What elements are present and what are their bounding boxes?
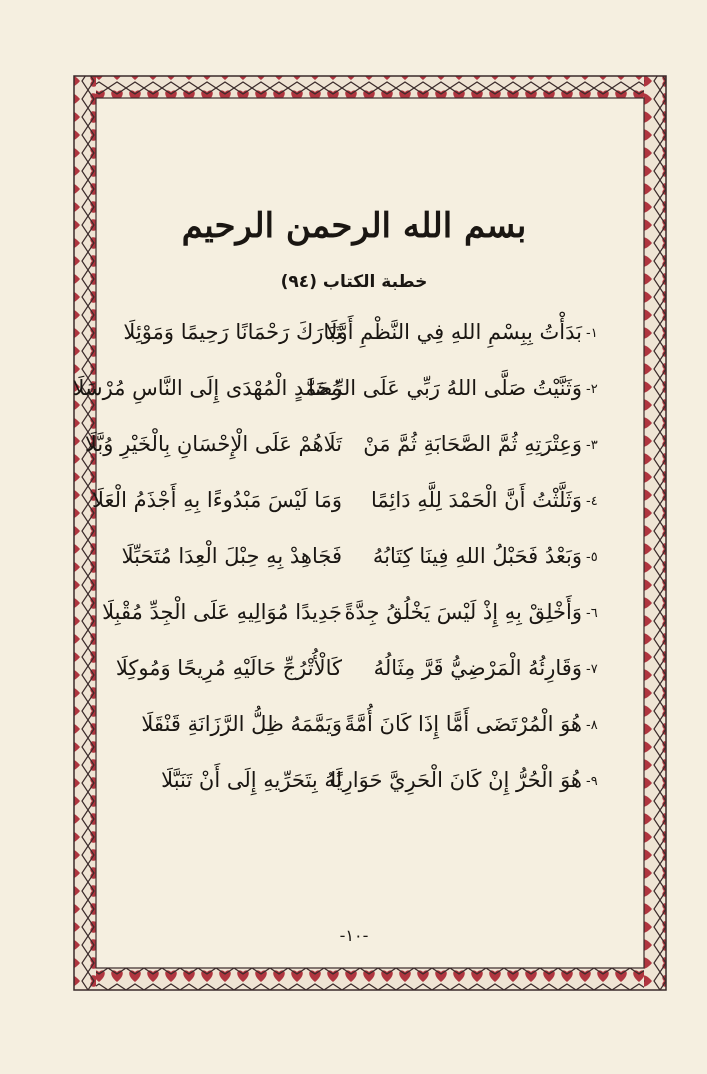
verse-number: ٤- — [586, 494, 598, 509]
verse-first-hemistich: هُوَ الْمُرْتَضَى أَمًّا إِذَا كَانَ أُمَّةً — [344, 712, 582, 736]
verse-line — [104, 760, 604, 800]
chapter-title: خطبة الكتاب (٩٤) — [280, 272, 428, 292]
page-content — [72, 104, 604, 984]
verse-line — [104, 312, 604, 352]
verse-line — [104, 648, 604, 688]
verse-line — [72, 368, 604, 408]
verse-first-hemistich: وَأَخْلِقْ بِهِ إِذْ لَيْسَ يَخْلُقُ جِدَّةً — [344, 600, 582, 624]
verse-second-hemistich: لَهُ بِتَحَرِّيهِ إِلَى أَنْ تَنَبَّلَا — [161, 768, 342, 792]
verse-number: ٧- — [586, 662, 598, 677]
verse-line — [104, 704, 604, 744]
verse-second-hemistich: مُحَمَّدٍ الْمُهْدَى إِلَى النَّاسِ مُرْسَلَا — [72, 376, 342, 400]
verse-line — [84, 424, 604, 464]
verse-first-hemistich: بَدَأْتُ بِبِسْمِ اللهِ فِي النَّظْمِ أَوَّلَا — [325, 320, 582, 344]
verse-line — [104, 592, 604, 632]
verse-first-hemistich: وَثَنَّيْتُ صَلَّى اللهُ رَبِّي عَلَى الرِّضَا — [308, 376, 582, 400]
verse-first-hemistich: هُوَ الْحُرُّ إِنْ كَانَ الْحَرِيَّ حَوَارِيًا — [330, 768, 582, 792]
verse-second-hemistich: جَدِيدًا مُوَالِيهِ عَلَى الْجِدِّ مُقْبِلَا — [102, 600, 342, 624]
page-number: -١٠- — [339, 926, 369, 945]
verse-second-hemistich: تَبَارَكَ رَحْمَانًا رَحِيمًا وَمَوْئِلَا — [123, 320, 342, 344]
basmala-calligraphy: بسم الله الرحمن الرحيم — [181, 206, 527, 246]
verse-second-hemistich: وَيَمَّمَهُ ظِلُّ الرَّزَانَةِ قَنْقَلَا — [141, 712, 342, 736]
verse-first-hemistich: وَثَلَّثْتُ أَنَّ الْحَمْدَ لِلَّهِ دَائِمًا — [371, 488, 582, 512]
verse-line — [92, 480, 604, 520]
verse-line — [104, 536, 604, 576]
verse-second-hemistich: فَجَاهِدْ بِهِ حِبْلَ الْعِدَا مُتَحَبِّلَا — [121, 544, 342, 568]
verse-number: ٢- — [586, 382, 598, 397]
verse-first-hemistich: وَقَارِئُهُ الْمَرْضِيُّ قَرَّ مِثَالُهُ — [373, 656, 582, 680]
verse-number: ٦- — [586, 606, 598, 621]
verse-number: ١- — [586, 326, 598, 341]
verse-second-hemistich: كَالْأُتْرُجِّ حَالَيْهِ مُرِيحًا وَمُوكِلَا — [115, 656, 342, 680]
verse-first-hemistich: وَبَعْدُ فَحَبْلُ اللهِ فِينَا كِتَابُهُ — [372, 544, 582, 568]
verse-number: ٨- — [586, 718, 598, 733]
verse-first-hemistich: وَعِتْرَتِهِ ثُمَّ الصَّحَابَةِ ثُمَّ مَنْ — [363, 432, 582, 456]
verse-second-hemistich: تَلَاهُمْ عَلَى الْإِحْسَانِ بِالْخَيْرِ وُبَّلَا — [84, 432, 342, 456]
verse-number: ٩- — [586, 774, 598, 789]
verse-number: ٥- — [586, 550, 598, 565]
verse-number: ٣- — [586, 438, 598, 453]
verse-second-hemistich: وَمَا لَيْسَ مَبْدُوءًا بِهِ أَجْذَمُ الْعَلَا — [92, 488, 342, 512]
